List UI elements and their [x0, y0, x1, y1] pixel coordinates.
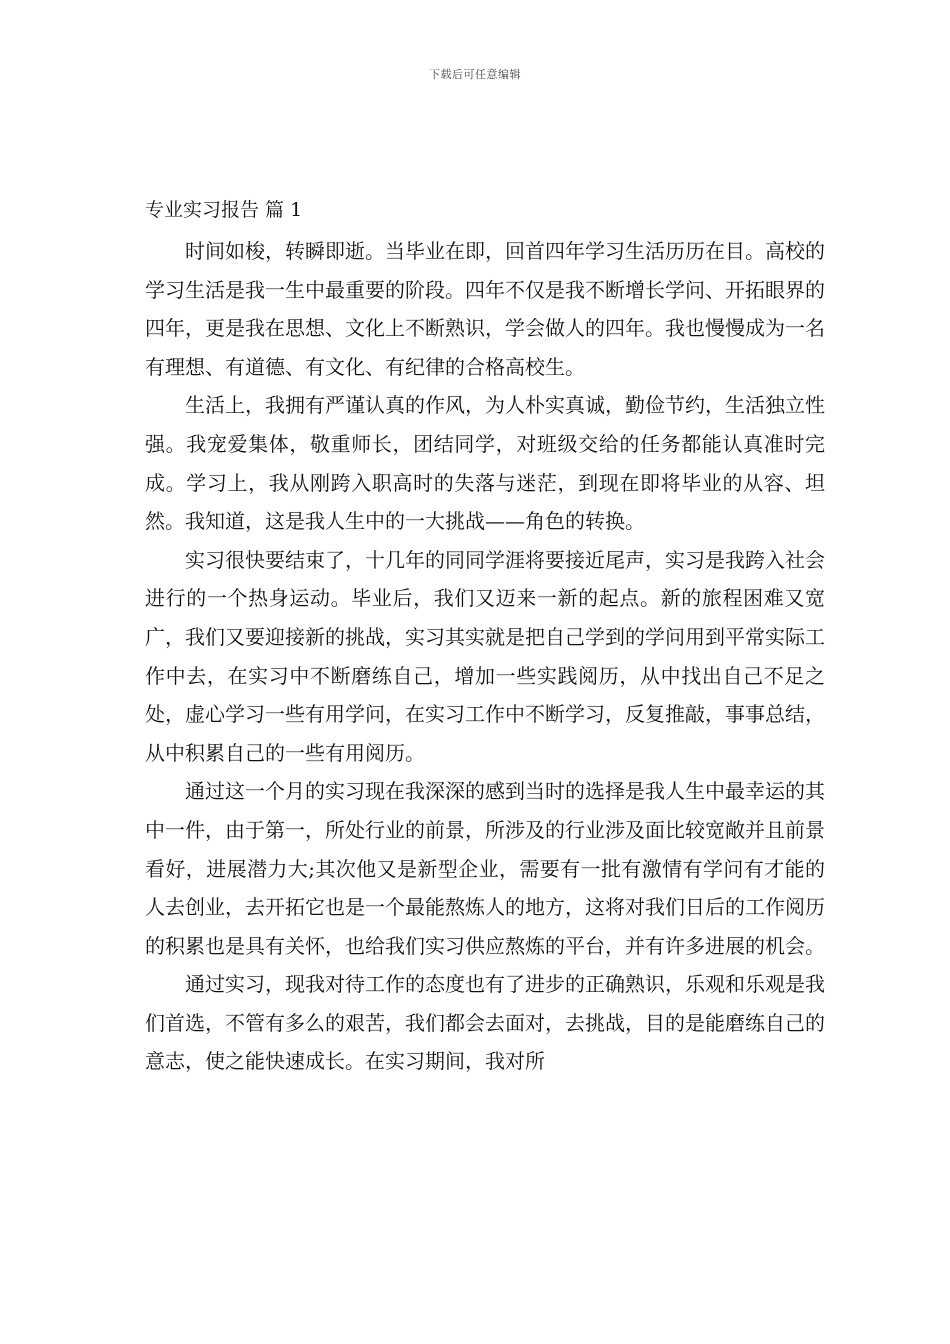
paragraph-1: 时间如梭，转瞬即逝。当毕业在即，回首四年学习生活历历在目。高校的学习生活是我一生中最重要的阶段。四年不仅是我不断增长学问、开拓眼界的四年，更是我在思想、文化上不断熟识，学会做人的四年。我也慢慢成为一名有理想、有道德、有文化、有纪律的合格高校生。: [145, 239, 825, 379]
paragraph-3: 实习很快要结束了，十几年的同同学涯将要接近尾声，实习是我跨入社会进行的一个热身运动。毕业后，我们又迈来一新的起点。新的旅程困难又宽广，我们又要迎接新的挑战，实习其实就是把自己学到的学问用到平常实际工作中去，在实习中不断磨练自己，增加一些实践阅历，从中找出自己不足之处，虚心学习一些有用学问，在实习工作中不断学习，反复推敲，事事总结，从中积累自己的一些有用阅历。: [145, 547, 825, 765]
document-body: [145, 196, 825, 1081]
header-note: 下载后可任意编辑: [429, 68, 521, 81]
paragraph-4: 通过这一个月的实习现在我深深的感到当时的选择是我人生中最幸运的其中一件，由于第一，所处行业的前景，所涉及的行业涉及面比较宽敞并且前景看好，进展潜力大;其次他又是新型企业，需要有一批有激情有学问有才能的人去创业，去开拓它也是一个最能熬炼人的地方，这将对我们日后的工作阅历的积累也是具有关怀，也给我们实习供应熬炼的平台，并有许多进展的机会。: [145, 779, 825, 958]
document-title: 专业实习报告 篇 1: [145, 199, 303, 221]
paragraph-2: 生活上，我拥有严谨认真的作风，为人朴实真诚，勤俭节约，生活独立性强。我宠爱集体，敬重师长，团结同学，对班级交给的任务都能认真准时完成。学习上，我从刚跨入职高时的失落与迷茫，到现在即将毕业的从容、坦然。我知道，这是我人生中的一大挑战——角色的转换。: [145, 393, 825, 534]
paragraph-5: 通过实习，现我对待工作的态度也有了进步的正确熟识，乐观和乐观是我们首选，不管有多么的艰苦，我们都会去面对，去挑战，目的是能磨练自己的意志，使之能快速成长。在实习期间，我对所: [145, 972, 825, 1074]
